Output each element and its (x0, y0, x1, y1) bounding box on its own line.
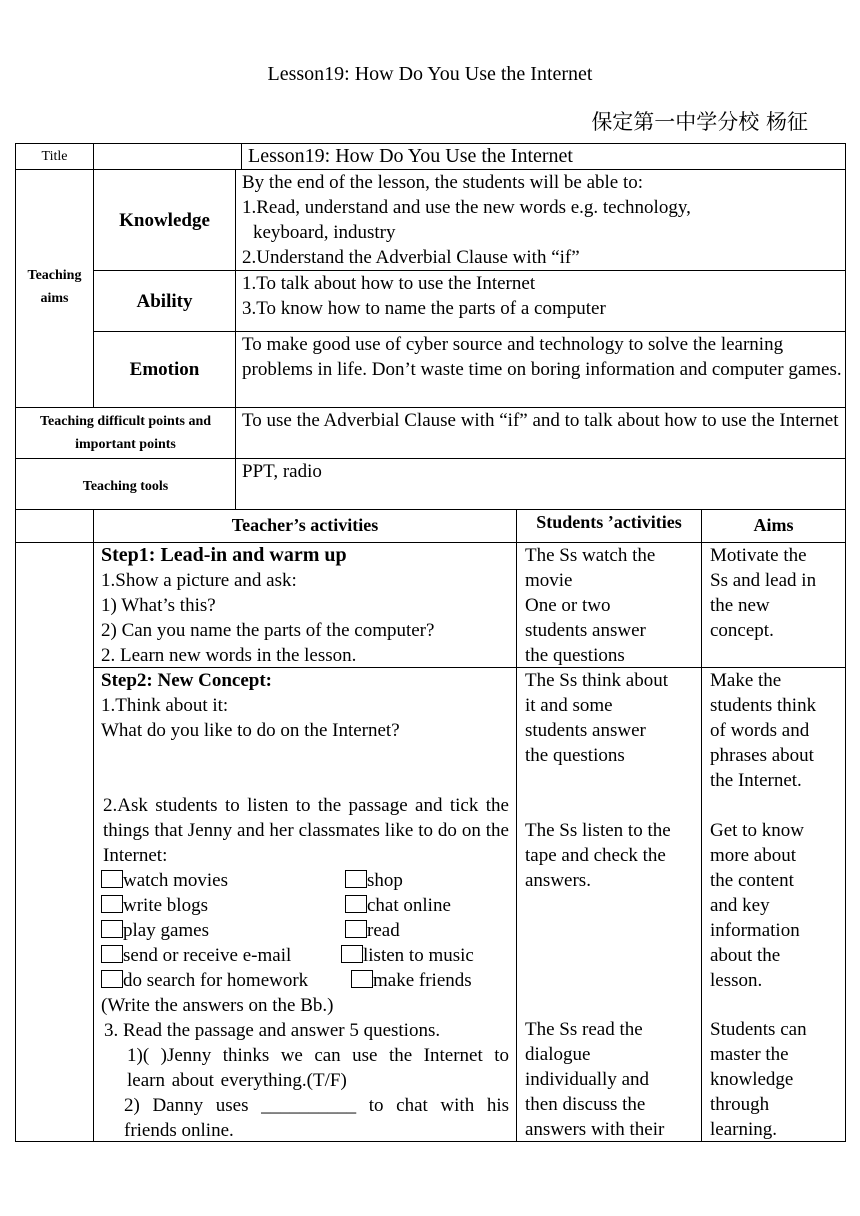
question-1: 1)( )Jenny thinks we can use the Internet to learn about everything.(T/F) (127, 1045, 509, 1091)
col-header-students: Students ’activities (536, 512, 682, 532)
step1-students-line: the questions (525, 645, 625, 666)
difficult-points-label (16, 410, 235, 456)
difficult-label-line: Teaching difficult points and (39, 414, 212, 429)
difficult-points-text: To use the Adverbial Clause with “if” and to talk about how to use the Internet (242, 410, 839, 431)
step1-aims-line: Motivate the (710, 545, 807, 566)
checkbox[interactable] (341, 945, 363, 963)
option-label: chat online (367, 895, 451, 916)
step2-aims-line: and key (710, 895, 770, 916)
step2-think-line: What do you like to do on the Internet? (101, 720, 400, 741)
read-line: 3. Read the passage and answer 5 questions. (104, 1020, 441, 1041)
step1-aims-line: the new (710, 595, 770, 616)
table-rule (845, 143, 846, 1142)
option-label: listen to music (363, 945, 474, 966)
knowledge-line: 1.Read, understand and use the new words e.g. technology, (242, 197, 691, 218)
step2-aims (710, 668, 844, 1141)
option-row (101, 918, 513, 943)
step2-aims-line: master the (710, 1044, 789, 1065)
option-label: make friends (373, 970, 472, 991)
title-label: Title (41, 149, 68, 164)
step2-students-line: students answer (525, 720, 646, 741)
emotion-label: Emotion (129, 359, 200, 380)
step1-aims-line: Ss and lead in (710, 570, 817, 591)
checkbox[interactable] (101, 920, 123, 938)
table-rule (15, 509, 846, 510)
ability-line: 3.To know how to name the parts of a computer (242, 298, 606, 319)
step2-teacher (101, 668, 513, 1141)
question-2: 2) Danny uses __________ to chat with his friends online. (124, 1095, 509, 1141)
step2-students-line: dialogue (525, 1044, 591, 1065)
table-rule (235, 169, 236, 509)
option-label: send or receive e-mail (123, 945, 292, 966)
option-row (101, 968, 513, 993)
knowledge-line: keyboard, industry (253, 222, 396, 243)
step1-line: 1.Show a picture and ask: (101, 570, 297, 591)
step2-students (525, 668, 699, 1141)
checkbox[interactable] (345, 895, 367, 913)
emotion-text: To make good use of cyber source and technology to solve the learning problems in life. Don’t waste time on boring information and computer games. (242, 334, 842, 380)
step2-aims-line: more about (710, 845, 797, 866)
step2-students-line: then discuss the (525, 1094, 646, 1115)
step2-aims-line: of words and (710, 720, 810, 741)
step2-ask-text: 2.Ask students to listen to the passage and tick the things that Jenny and her classmates like to do on the Internet: (103, 795, 509, 866)
table-rule (93, 509, 94, 1142)
step2-aims-line: knowledge (710, 1069, 794, 1090)
step2-aims-line: Get to know (710, 820, 804, 841)
step2-aims-line: students think (710, 695, 817, 716)
step2-students-line: The Ss listen to the (525, 820, 671, 841)
knowledge-label: Knowledge (119, 210, 210, 231)
step1-students-line: One or two (525, 595, 611, 616)
option-label: play games (123, 920, 210, 941)
teaching-tools-label: Teaching tools (82, 479, 169, 494)
step1-teacher (101, 543, 513, 667)
step2-aims-line: about the (710, 945, 781, 966)
step2-students-line: it and some (525, 695, 613, 716)
step2-students-line: The Ss read the (525, 1019, 643, 1040)
knowledge-line: 2.Understand the Adverbial Clause with “if” (242, 247, 580, 268)
step1-students-line: students answer (525, 620, 646, 641)
step2-aims-line: Make the (710, 670, 782, 691)
step2-think-line: 1.Think about it: (101, 695, 229, 716)
step2-aims-line: Students can (710, 1019, 807, 1040)
teaching-tools-text: PPT, radio (242, 461, 322, 482)
step2-students-line: the questions (525, 745, 625, 766)
page-title: Lesson19: How Do You Use the Internet (267, 63, 593, 85)
checkbox[interactable] (345, 870, 367, 888)
option-label: do search for homework (123, 970, 309, 991)
col-header-teacher: Teacher’s activities (231, 515, 379, 535)
step2-aims-line: the content (710, 870, 794, 891)
option-row (101, 893, 513, 918)
step2-students-line: tape and check the (525, 845, 666, 866)
step2-students-line: answers. (525, 870, 591, 891)
step2-aims-line: through (710, 1094, 770, 1115)
checkbox[interactable] (101, 895, 123, 913)
teaching-aims-label: Teaching aims (27, 268, 82, 306)
option-row (101, 868, 513, 893)
bb-note: (Write the answers on the Bb.) (101, 995, 334, 1016)
step2-students-line: The Ss think about (525, 670, 669, 691)
title-value: Lesson19: How Do You Use the Internet (248, 145, 573, 167)
ability-text (242, 271, 842, 331)
option-label: shop (367, 870, 403, 891)
step1-aims (710, 543, 844, 667)
step2-aims-line: the Internet. (710, 770, 802, 791)
difficult-label-line: important points (75, 437, 176, 452)
step2-students-line: individually and (525, 1069, 650, 1090)
step2-aims-line: information (710, 920, 800, 941)
step1-students-line: movie (525, 570, 573, 591)
checkbox[interactable] (101, 870, 123, 888)
option-label: read (367, 920, 400, 941)
checkbox[interactable] (345, 920, 367, 938)
table-rule (15, 1141, 846, 1142)
table-rule (241, 143, 242, 170)
step1-line: 1) What’s this? (101, 595, 216, 616)
options-grid (101, 868, 513, 993)
table-rule (701, 509, 702, 1142)
knowledge-line: By the end of the lesson, the students will be able to: (242, 172, 644, 193)
step1-line: 2. Learn new words in the lesson. (101, 645, 357, 666)
step2-heading: Step2: New Concept: (101, 670, 272, 691)
step1-line: 2) Can you name the parts of the computer? (101, 620, 435, 641)
checkbox[interactable] (101, 945, 123, 963)
checkbox[interactable] (101, 970, 123, 988)
option-label: watch movies (123, 870, 229, 891)
option-row (101, 943, 513, 968)
knowledge-text (242, 170, 842, 270)
step2-students-line: answers with their (525, 1119, 665, 1140)
checkbox[interactable] (351, 970, 373, 988)
option-label: write blogs (123, 895, 208, 916)
step2-aims-line: lesson. (710, 970, 763, 991)
step1-students (525, 543, 699, 667)
col-header-aims: Aims (753, 515, 794, 535)
ability-label: Ability (136, 291, 193, 312)
step1-aims-line: concept. (710, 620, 774, 641)
ability-line: 1.To talk about how to use the Internet (242, 273, 536, 294)
step2-aims-line: phrases about (710, 745, 814, 766)
step1-heading: Step1: Lead-in and warm up (101, 544, 347, 566)
step2-aims-line: learning. (710, 1119, 778, 1140)
author-line: 保定第一中学分校 杨征 (591, 110, 808, 134)
step1-students-line: The Ss watch the (525, 545, 656, 566)
table-rule (516, 509, 517, 1142)
